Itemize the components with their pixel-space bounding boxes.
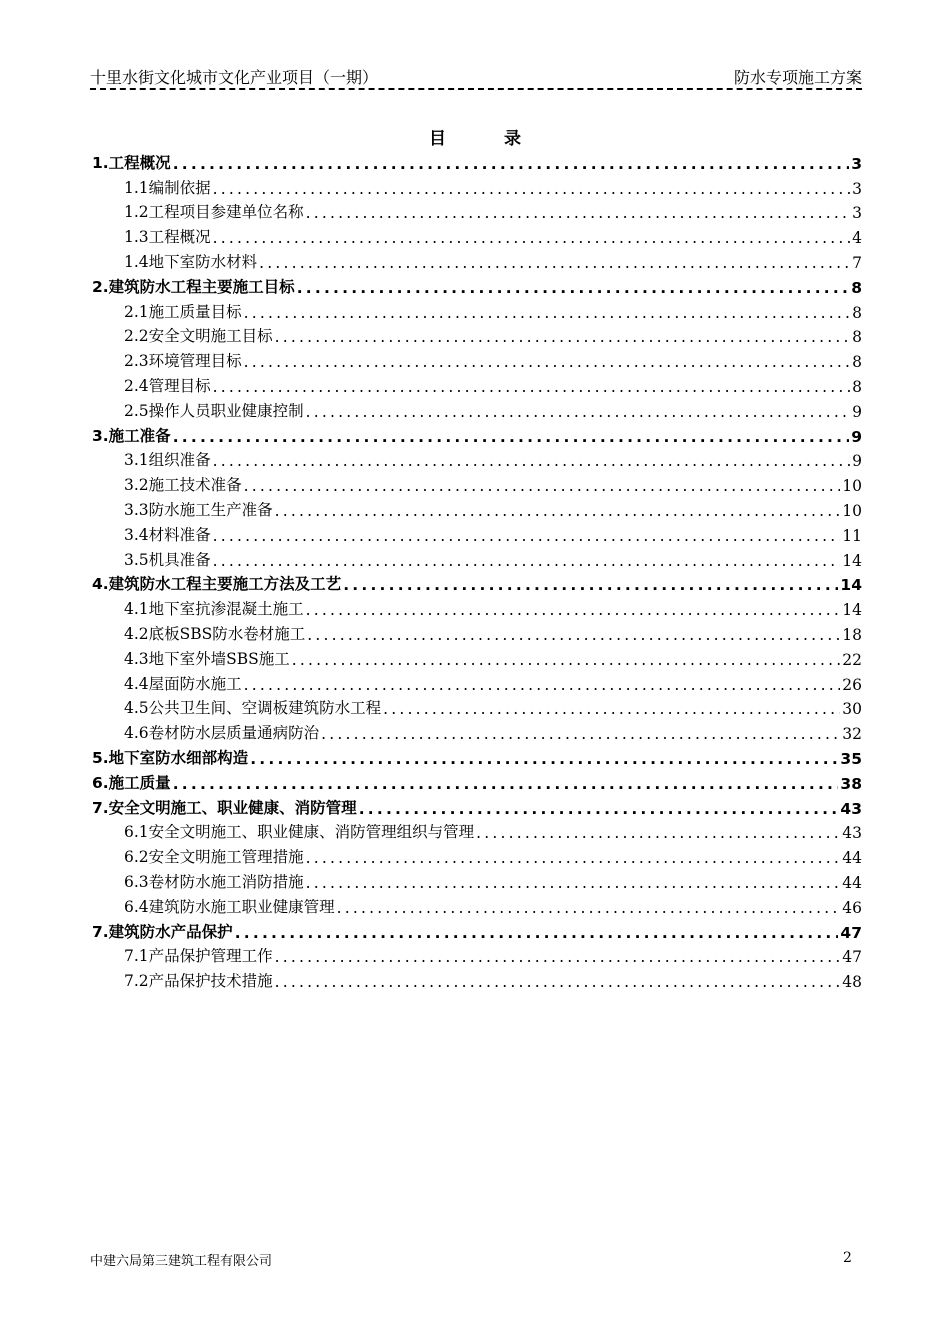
toc-dot-leader	[383, 700, 840, 718]
toc-dot-leader	[321, 725, 840, 743]
toc-entry[interactable]	[92, 396, 862, 421]
toc-entry[interactable]	[92, 421, 862, 446]
toc-entry[interactable]	[92, 818, 862, 843]
toc-entry[interactable]	[92, 545, 862, 570]
toc-entry[interactable]	[92, 694, 862, 719]
toc-dot-leader	[306, 849, 841, 867]
toc-dot-leader	[213, 552, 841, 570]
toc-dot-leader	[476, 824, 840, 842]
toc-entry[interactable]	[92, 917, 862, 942]
toc-entry[interactable]	[92, 520, 862, 545]
toc-entry[interactable]	[92, 842, 862, 867]
toc-entry-label: 3.4材料准备	[124, 525, 211, 544]
toc-entry[interactable]	[92, 247, 862, 272]
toc-dot-leader	[306, 601, 841, 619]
toc-entry-page: 10	[842, 477, 862, 496]
toc-entry[interactable]	[92, 272, 862, 297]
toc-dot-leader	[359, 800, 839, 818]
toc-dot-leader	[337, 899, 841, 917]
toc-entry-label: 4.5公共卫生间、空调板建筑防水工程	[124, 699, 382, 718]
toc-entry-label: 5.地下室防水细部构造	[92, 748, 249, 767]
toc-dot-leader	[306, 874, 841, 892]
toc-entry-page: 8	[851, 278, 862, 297]
toc-entry[interactable]	[92, 322, 862, 347]
page-header	[90, 66, 862, 92]
toc-entry-label: 2.4管理目标	[124, 376, 211, 395]
toc-entry-label: 4.建筑防水工程主要施工方法及工艺	[92, 575, 342, 594]
toc-entry-label: 2.2安全文明施工目标	[124, 327, 273, 346]
toc-entry-page: 47	[840, 923, 862, 942]
toc-entry[interactable]	[92, 570, 862, 595]
toc-entry[interactable]	[92, 644, 862, 669]
toc-entry-label: 4.3地下室外墙SBS施工	[124, 649, 290, 668]
toc-dot-leader	[307, 626, 840, 644]
toc-entry[interactable]	[92, 942, 862, 967]
toc-entry[interactable]	[92, 371, 862, 396]
toc-entry[interactable]	[92, 768, 862, 793]
toc-dot-leader	[244, 304, 850, 322]
footer-page-number: 2	[843, 1250, 852, 1266]
toc-entry[interactable]	[92, 148, 862, 173]
toc-entry[interactable]	[92, 495, 862, 520]
toc-entry-page: 32	[842, 725, 862, 744]
toc-entry-label: 6.施工质量	[92, 773, 171, 792]
toc-entry-page: 8	[852, 303, 862, 322]
toc-entry-page: 9	[852, 452, 862, 471]
toc-entry-page: 9	[851, 427, 862, 446]
toc-entry-label: 6.2安全文明施工管理措施	[124, 848, 304, 867]
footer-company: 中建六局第三建筑工程有限公司	[90, 1254, 273, 1269]
toc-dot-leader	[259, 254, 850, 272]
toc-dot-leader	[343, 576, 838, 594]
toc-dot-leader	[250, 750, 838, 768]
toc-dot-leader	[173, 155, 850, 173]
toc-entry-page: 47	[842, 948, 862, 967]
toc-entry[interactable]	[92, 867, 862, 892]
toc-entry-label: 7.1产品保护管理工作	[124, 947, 273, 966]
toc-dot-leader	[292, 651, 840, 669]
toc-entry-page: 44	[842, 873, 862, 892]
toc-entry-label: 1.1编制依据	[124, 178, 211, 197]
toc-entry-label: 6.3卷材防水施工消防措施	[124, 872, 304, 891]
toc-entry[interactable]	[92, 718, 862, 743]
toc-entry[interactable]	[92, 297, 862, 322]
toc-entry[interactable]	[92, 594, 862, 619]
toc-entry[interactable]	[92, 966, 862, 991]
toc-entry-label: 4.1地下室抗渗混凝土施工	[124, 600, 304, 619]
toc-entry-page: 9	[852, 402, 862, 421]
toc-entry-page: 3	[852, 204, 862, 223]
toc-entry-page: 48	[842, 973, 862, 992]
toc-dot-leader	[306, 204, 850, 222]
toc-entry[interactable]	[92, 346, 862, 371]
toc-entry-label: 2.5操作人员职业健康控制	[124, 401, 304, 420]
toc-entry-page: 35	[840, 749, 862, 768]
toc-entry-page: 14	[840, 576, 862, 595]
toc-entry-page: 44	[842, 849, 862, 868]
toc-entry-page: 43	[840, 799, 862, 818]
toc-entry[interactable]	[92, 446, 862, 471]
toc-entry-label: 1.2工程项目参建单位名称	[124, 203, 304, 222]
toc-entry-page: 14	[842, 551, 862, 570]
toc-entry-label: 6.4建筑防水施工职业健康管理	[124, 897, 335, 916]
toc-dot-leader	[244, 353, 850, 371]
toc-entry-page: 8	[852, 353, 862, 372]
toc-dot-leader	[275, 948, 841, 966]
toc-entry-page: 22	[842, 650, 862, 669]
toc-entry-page: 8	[852, 377, 862, 396]
toc-entry[interactable]	[92, 669, 862, 694]
toc-entry-label: 3.3防水施工生产准备	[124, 500, 273, 519]
toc-entry-page: 4	[852, 229, 862, 248]
toc-dot-leader	[235, 924, 839, 942]
toc-entry[interactable]	[92, 619, 862, 644]
toc-entry-page: 3	[852, 179, 862, 198]
toc-entry-page: 43	[842, 824, 862, 843]
toc-entry-page: 14	[842, 601, 862, 620]
toc-entry-label: 3.1组织准备	[124, 451, 211, 470]
toc-entry-page: 18	[842, 625, 862, 644]
toc-entry-page: 30	[842, 700, 862, 719]
toc-entry-label: 2.3环境管理目标	[124, 352, 242, 371]
toc-entry[interactable]	[92, 198, 862, 223]
toc-entry-page: 10	[842, 501, 862, 520]
header-rule	[90, 88, 862, 90]
toc-entry[interactable]	[92, 892, 862, 917]
toc-entry-label: 3.5机具准备	[124, 550, 211, 569]
toc-entry-page: 46	[842, 898, 862, 917]
header-project-title: 十里水街文化城市文化产业项目（一期）	[90, 68, 379, 87]
toc-entry[interactable]	[92, 793, 862, 818]
toc-title: 目 录	[429, 129, 547, 149]
table-of-contents	[92, 148, 862, 991]
toc-dot-leader	[213, 527, 841, 545]
toc-entry-label: 4.6卷材防水层质量通病防治	[124, 724, 320, 743]
toc-dot-leader	[213, 378, 850, 396]
header-document-title: 防水专项施工方案	[733, 68, 862, 87]
toc-entry-label: 4.4屋面防水施工	[124, 674, 242, 693]
toc-dot-leader	[244, 477, 841, 495]
toc-entry-label: 1.工程概况	[92, 153, 171, 172]
toc-dot-leader	[244, 676, 841, 694]
toc-entry-page: 7	[852, 253, 862, 272]
toc-dot-leader	[213, 452, 850, 470]
toc-entry-page: 11	[842, 526, 862, 545]
toc-entry-label: 1.3工程概况	[124, 228, 211, 247]
toc-dot-leader	[275, 328, 850, 346]
toc-dot-leader	[297, 279, 850, 297]
toc-entry-page: 8	[852, 328, 862, 347]
toc-entry-label: 4.2底板SBS防水卷材施工	[124, 624, 306, 643]
toc-entry[interactable]	[92, 743, 862, 768]
toc-entry[interactable]	[92, 470, 862, 495]
toc-entry-label: 2.1施工质量目标	[124, 302, 242, 321]
toc-entry[interactable]	[92, 222, 862, 247]
toc-dot-leader	[173, 775, 839, 793]
toc-entry-label: 7.安全文明施工、职业健康、消防管理	[92, 798, 357, 817]
toc-entry-page: 3	[851, 154, 862, 173]
toc-entry-label: 3.施工准备	[92, 426, 171, 445]
toc-entry-label: 6.1安全文明施工、职业健康、消防管理组织与管理	[124, 823, 475, 842]
toc-entry[interactable]	[92, 173, 862, 198]
toc-dot-leader	[275, 973, 841, 991]
toc-entry-page: 38	[840, 774, 862, 793]
toc-entry-label: 7.2产品保护技术措施	[124, 972, 273, 991]
toc-dot-leader	[213, 180, 850, 198]
toc-dot-leader	[275, 502, 841, 520]
toc-entry-label: 1.4地下室防水材料	[124, 252, 258, 271]
toc-dot-leader	[213, 229, 850, 247]
toc-dot-leader	[306, 403, 850, 421]
toc-entry-label: 3.2施工技术准备	[124, 476, 242, 495]
toc-entry-label: 2.建筑防水工程主要施工目标	[92, 277, 295, 296]
toc-dot-leader	[173, 428, 850, 446]
toc-entry-page: 26	[842, 675, 862, 694]
toc-entry-label: 7.建筑防水产品保护	[92, 922, 233, 941]
